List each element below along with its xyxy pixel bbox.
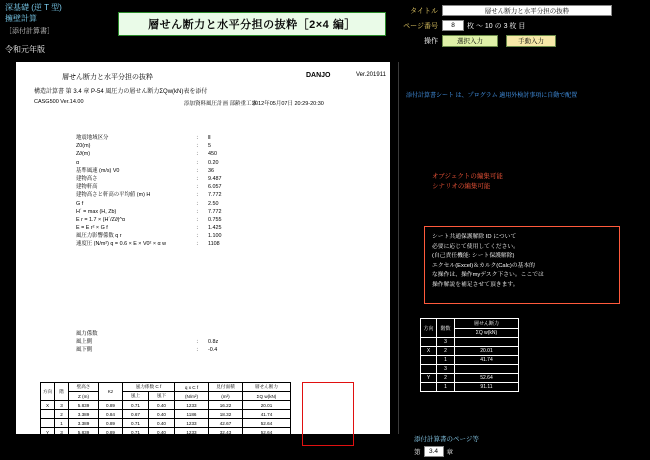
parameter-row — [76, 175, 306, 183]
wind-coef-name: 風上側 — [76, 339, 93, 346]
cell-dir — [41, 437, 55, 446]
parameter-value: 36 — [208, 167, 214, 174]
th-qcf-unit: (N/m²) — [175, 392, 209, 401]
cell-dir — [41, 410, 55, 419]
table-header-row — [41, 383, 291, 392]
parameter-value: 5 — [208, 143, 211, 150]
sth-dir: 方向 — [421, 319, 437, 338]
parameter-value: 450 — [208, 151, 217, 158]
cell-shear: 41.74 — [243, 410, 291, 419]
manual-input-button[interactable]: 手動入力 — [506, 35, 556, 47]
chapter-prefix: 第 — [414, 449, 421, 456]
summary-header-row — [421, 319, 519, 329]
page-label: ページ番号 — [403, 22, 438, 30]
wind-coef-row — [76, 338, 218, 346]
page-row — [396, 19, 646, 32]
cell-qcf: 1233 — [175, 419, 209, 428]
parameter-row — [76, 134, 306, 142]
parameter-name: 建物軒高 — [76, 184, 98, 191]
cell-dir: X — [41, 401, 55, 410]
infobox-line: エクセル(Excel)＆カルク(Calc)の基本的 — [432, 262, 535, 269]
sheet-danjo: DANJO — [306, 72, 331, 79]
cell-area: 42.67 — [209, 419, 243, 428]
parameter-colon: ： — [196, 216, 202, 223]
summary-cell-shear: 91.11 — [455, 383, 519, 392]
cell-z: 5.839 — [69, 401, 99, 410]
cell-cf-dn: 0.40 — [149, 419, 175, 428]
summary-row — [421, 347, 519, 356]
parameter-value: 1.100 — [208, 233, 222, 240]
parameter-colon: ： — [196, 167, 202, 174]
cell-shear: 52.64 — [243, 419, 291, 428]
parameter-name: 速度圧 (N/m²) q = 0.6 × E × V0² × α w — [76, 241, 166, 248]
sheet-case-id: CASG500 Ver.14.00 — [34, 99, 84, 105]
cell-floor: 1 — [55, 419, 69, 428]
page-number-input[interactable]: 8 — [442, 20, 464, 31]
attachment-page-label: 添付計算書のページ等 — [414, 436, 479, 443]
parameter-name: Z∂(m) — [76, 151, 91, 158]
parameter-colon: ： — [196, 151, 202, 158]
wind-coef-row — [76, 346, 218, 354]
parameter-value: 2.50 — [208, 200, 219, 207]
cell-area: 32.43 — [209, 437, 243, 446]
summary-cell-dir: X — [421, 347, 437, 356]
wind-coef-value: 0.8z — [208, 339, 219, 346]
cell-area: 18.32 — [209, 410, 243, 419]
parameter-colon: ： — [196, 135, 202, 141]
parameter-colon: ： — [196, 143, 202, 150]
auto-place-note: 添付計算書シート は、プログラム 適用外検討事項に自動で配置 — [406, 93, 578, 99]
parameter-value: 7.772 — [208, 208, 222, 215]
cell-z: 5.839 — [69, 428, 99, 437]
select-input-button[interactable]: 選択入力 — [442, 35, 498, 47]
cell-shear: 91.11 — [243, 437, 291, 446]
brand-line-2: 擁壁計算 — [5, 14, 37, 23]
parameter-colon: ： — [196, 208, 202, 215]
cell-cf-dn: 0.40 — [149, 428, 175, 437]
summary-cell-shear: 52.64 — [455, 374, 519, 383]
parameter-colon: ： — [196, 159, 202, 166]
wind-coef-colon: ： — [196, 339, 202, 346]
summary-cell-shear: 20.01 — [455, 347, 519, 356]
cell-dir — [41, 419, 55, 428]
sth-floor: 階数 — [437, 319, 455, 338]
parameter-name: Z0(m) — [76, 143, 91, 150]
th-dir: 方向 — [41, 383, 55, 401]
table-row — [41, 401, 291, 410]
operation-row — [396, 34, 646, 47]
cell-kz: 0.89 — [99, 428, 123, 437]
top-band — [0, 0, 650, 60]
summary-cell-shear — [455, 338, 519, 347]
infobox-line: な操作は、操作myデスク下さい。ここでは — [432, 272, 544, 278]
summary-row — [421, 338, 519, 347]
parameter-value: Ⅱ — [208, 135, 211, 141]
parameter-value: 9.487 — [208, 175, 222, 182]
parameter-row — [76, 200, 306, 208]
column-divider — [398, 62, 399, 434]
page-range-text: 枚 ～ 10 の 3 枚 目 — [467, 22, 526, 30]
parameter-value: 1.425 — [208, 225, 222, 232]
parameter-name: E r = 1.7 × (H´/Z∂)^α — [76, 216, 126, 223]
parameter-row — [76, 159, 306, 167]
parameter-colon: ： — [196, 184, 202, 191]
summary-cell-dir — [421, 383, 437, 392]
th-shear: 層せん断力 — [243, 383, 291, 392]
parameter-row — [76, 183, 306, 191]
sth-shear: 層せん断力 — [455, 319, 519, 329]
summary-cell-dir — [421, 338, 437, 347]
wind-coef-title: 風力係数 — [76, 331, 98, 337]
summary-cell-dir: Y — [421, 374, 437, 383]
parameter-name: 風圧力影響係数 q r — [76, 233, 122, 240]
parameter-row — [76, 150, 306, 158]
parameter-colon: ： — [196, 200, 202, 207]
brand-line-4: 令和元年版 — [5, 45, 45, 54]
shear-table — [40, 382, 291, 446]
protection-id-infobox — [424, 226, 620, 304]
parameter-row — [76, 240, 306, 248]
parameter-value: 1108 — [208, 241, 220, 248]
parameter-row — [76, 191, 306, 199]
parameter-list — [76, 134, 306, 249]
summary-cell-floor: 3 — [437, 338, 455, 347]
cell-qcf: 1233 — [175, 428, 209, 437]
parameter-name: 基準風速 (m/s) V0 — [76, 167, 120, 174]
cell-cf-up: 0.67 — [123, 437, 149, 446]
cell-cf-up: 0.71 — [123, 401, 149, 410]
th-qcf: q x C f — [175, 383, 209, 392]
cell-kz: 0.89 — [99, 419, 123, 428]
cell-kz: 0.84 — [99, 410, 123, 419]
sheet-doc-date: 2012年05月07日 20:29-20:30 — [252, 101, 324, 107]
chapter-suffix: 章 — [446, 449, 453, 456]
summary-cell-floor: 1 — [437, 383, 455, 392]
table-subheader-row — [41, 392, 291, 401]
cell-z: 3.389 — [69, 437, 99, 446]
parameter-colon: ： — [196, 233, 202, 240]
cell-qcf: 1186 — [175, 437, 209, 446]
operation-label: 操作 — [424, 37, 438, 45]
infobox-line: シート共通保護解除 ID について — [432, 234, 517, 240]
cell-floor: 2 — [55, 410, 69, 419]
summary-row — [421, 374, 519, 383]
cell-cf-dn: 0.40 — [149, 401, 175, 410]
parameter-row — [76, 232, 306, 240]
main-title-banner — [118, 12, 386, 36]
cell-qcf: 1186 — [175, 410, 209, 419]
wind-coef-colon: ： — [196, 347, 202, 354]
th-z: Z (m) — [69, 392, 99, 401]
wind-coef-rows — [76, 338, 218, 354]
parameter-name: 建物高さと軒高の平均値 (m) H — [76, 192, 151, 199]
cell-area: 32.43 — [209, 428, 243, 437]
cell-dir: Y — [41, 428, 55, 437]
cell-shear: 52.64 — [243, 428, 291, 437]
cell-shear: 20.01 — [243, 401, 291, 410]
brand-line-3: ［添付計算書］ — [5, 28, 54, 35]
sheet-title: 層せん断力と水平分担の抜粋 — [62, 74, 153, 81]
wind-coef-value: -0.4 — [208, 347, 218, 354]
parameter-colon: ： — [196, 225, 202, 232]
parameter-colon: ： — [196, 192, 202, 199]
infobox-line: 操作解説を補足させて頂きます。 — [432, 281, 519, 288]
cell-kz: 0.84 — [99, 437, 123, 446]
th-cf-dn: 風下 — [149, 392, 175, 401]
editable-note-1: オブジェクトの編集可能 — [432, 173, 503, 180]
cell-cf-up: 0.71 — [123, 428, 149, 437]
cell-cf-up: 0.71 — [123, 419, 149, 428]
parameter-name: 建物高さ — [76, 175, 98, 182]
parameter-value: 7.772 — [208, 192, 222, 199]
th-shear-unit: ΣQ w(kN) — [243, 392, 291, 401]
parameter-row — [76, 142, 306, 150]
summary-cell-dir — [421, 356, 437, 365]
editable-note-2: シナリオの編集可能 — [432, 183, 491, 190]
wind-coef-name: 風下側 — [76, 347, 93, 354]
table-row — [41, 410, 291, 419]
th-kz: Kz — [99, 383, 123, 401]
title-input[interactable]: 層せん断力と水平分担の抜粋 — [442, 5, 612, 16]
parameter-row — [76, 208, 306, 216]
wind-coef-title-row — [76, 330, 218, 338]
summary-row — [421, 383, 519, 392]
editable-notes — [432, 172, 503, 192]
th-cf-up: 風上 — [123, 392, 149, 401]
wind-coef-block — [76, 330, 218, 355]
parameter-name: α — [76, 159, 80, 166]
parameter-name: H´ = max (H, Zb) — [76, 208, 117, 215]
brand-block — [5, 2, 62, 55]
summary-shear-table — [420, 318, 519, 392]
infobox-line: 必要に応じて使用してください。 — [432, 243, 519, 250]
parameter-value: 6.057 — [208, 184, 222, 191]
th-wall-h: 壁高さ — [69, 383, 99, 392]
chapter-input[interactable]: 3.4 — [424, 446, 444, 457]
summary-cell-floor: 2 — [437, 374, 455, 383]
parameter-name: G f — [76, 200, 84, 207]
cell-area: 16.22 — [209, 401, 243, 410]
summary-cell-dir — [421, 365, 437, 374]
summary-cell-floor: 1 — [437, 356, 455, 365]
parameter-row — [76, 224, 306, 232]
cell-cf-dn: 0.40 — [149, 437, 175, 446]
cell-qcf: 1233 — [175, 401, 209, 410]
cell-kz: 0.89 — [99, 401, 123, 410]
th-floor: 階 — [55, 383, 69, 401]
parameter-value: 0.755 — [208, 216, 222, 223]
sheet-doc-name: 添加資料風圧計画 部齢重工事 — [184, 101, 258, 107]
cell-z: 3.389 — [69, 419, 99, 428]
infobox-line: (自己責任機能: シート保護解除) — [432, 253, 515, 259]
summary-row — [421, 356, 519, 365]
table-row — [41, 419, 291, 428]
summary-cell-floor: 3 — [437, 365, 455, 374]
chapter-row — [414, 446, 453, 457]
table-row — [41, 437, 291, 446]
sheet-version: Ver.201911 — [356, 72, 386, 78]
brand-line-1: 深基礎 (逆 T 型) — [5, 3, 62, 12]
main-title-text: 層せん断力と水平分担の抜粋［2×4 編］ — [148, 19, 356, 31]
th-cf: 風力係数 C f — [123, 383, 175, 392]
control-cluster — [396, 4, 646, 49]
summary-row — [421, 365, 519, 374]
th-area-unit: (m²) — [209, 392, 243, 401]
table-row — [41, 428, 291, 437]
parameter-colon: ： — [196, 175, 202, 182]
parameter-name: 地震地域区分 — [76, 135, 109, 141]
title-row — [396, 4, 646, 17]
highlight-box-shear — [302, 382, 354, 446]
summary-cell-shear — [455, 365, 519, 374]
parameter-colon: ： — [196, 241, 202, 248]
summary-cell-floor: 2 — [437, 347, 455, 356]
parameter-value: 0.20 — [208, 159, 219, 166]
cell-floor: 2 — [55, 437, 69, 446]
parameter-row — [76, 216, 306, 224]
sheet-subtitle: 構造計算書 第 3.4 章 P-54 風圧力の層せん断力ΣQw(kN)表を添付 — [34, 89, 208, 95]
cell-cf-up: 0.67 — [123, 410, 149, 419]
sth-shear-unit: ΣQ w(kN) — [455, 329, 519, 338]
cell-cf-dn: 0.40 — [149, 410, 175, 419]
calculation-sheet — [16, 62, 390, 444]
parameter-row — [76, 167, 306, 175]
cell-z: 3.389 — [69, 410, 99, 419]
cell-floor: 3 — [55, 401, 69, 410]
parameter-name: E = E r² × G f — [76, 225, 108, 232]
summary-cell-shear: 41.74 — [455, 356, 519, 365]
title-label: タイトル — [410, 7, 438, 15]
th-area: 見付面積 — [209, 383, 243, 392]
cell-floor: 3 — [55, 428, 69, 437]
